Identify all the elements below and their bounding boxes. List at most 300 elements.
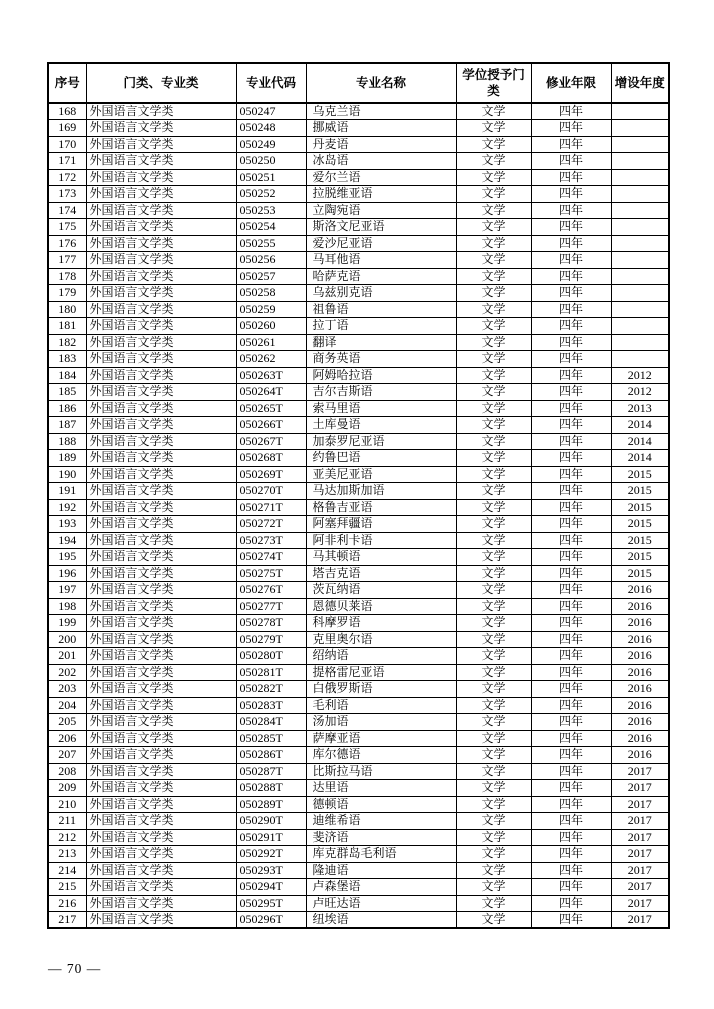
- cell-code: 050266T: [236, 417, 306, 434]
- cell-category: 外国语言文学类: [86, 384, 236, 401]
- cell-code: 050250: [236, 153, 306, 170]
- cell-index: 205: [48, 714, 86, 731]
- cell-degree: 文学: [456, 780, 531, 797]
- cell-index: 183: [48, 351, 86, 368]
- cell-duration: 四年: [531, 747, 611, 764]
- cell-index: 206: [48, 730, 86, 747]
- cell-duration: 四年: [531, 268, 611, 285]
- cell-category: 外国语言文学类: [86, 648, 236, 665]
- cell-duration: 四年: [531, 714, 611, 731]
- table-row: [48, 334, 669, 351]
- cell-duration: 四年: [531, 334, 611, 351]
- cell-category: 外国语言文学类: [86, 829, 236, 846]
- cell-name: 汤加语: [306, 714, 456, 731]
- cell-code: 050254: [236, 219, 306, 236]
- cell-year: 2015: [611, 516, 669, 533]
- table-row: [48, 450, 669, 467]
- table-row: [48, 103, 669, 120]
- table-row: [48, 169, 669, 186]
- cell-category: 外国语言文学类: [86, 202, 236, 219]
- cell-degree: 文学: [456, 202, 531, 219]
- cell-name: 马达加斯加语: [306, 483, 456, 500]
- cell-name: 阿塞拜疆语: [306, 516, 456, 533]
- cell-name: 萨摩亚语: [306, 730, 456, 747]
- cell-duration: 四年: [531, 532, 611, 549]
- cell-index: 187: [48, 417, 86, 434]
- cell-year: 2016: [611, 747, 669, 764]
- cell-name: 冰岛语: [306, 153, 456, 170]
- table-row: [48, 763, 669, 780]
- cell-degree: 文学: [456, 796, 531, 813]
- cell-degree: 文学: [456, 598, 531, 615]
- cell-index: 186: [48, 400, 86, 417]
- cell-degree: 文学: [456, 565, 531, 582]
- cell-degree: 文学: [456, 351, 531, 368]
- table-row: [48, 219, 669, 236]
- cell-duration: 四年: [531, 615, 611, 632]
- cell-code: 050261: [236, 334, 306, 351]
- cell-category: 外国语言文学类: [86, 780, 236, 797]
- cell-degree: 文学: [456, 235, 531, 252]
- cell-name: 翻译: [306, 334, 456, 351]
- cell-code: 050269T: [236, 466, 306, 483]
- cell-name: 隆迪语: [306, 862, 456, 879]
- cell-code: 050260: [236, 318, 306, 335]
- cell-duration: 四年: [531, 153, 611, 170]
- cell-category: 外国语言文学类: [86, 450, 236, 467]
- cell-degree: 文学: [456, 268, 531, 285]
- cell-degree: 文学: [456, 813, 531, 830]
- cell-category: 外国语言文学类: [86, 351, 236, 368]
- cell-degree: 文学: [456, 153, 531, 170]
- table-row: [48, 301, 669, 318]
- cell-year: [611, 136, 669, 153]
- table-row: [48, 697, 669, 714]
- cell-year: 2015: [611, 483, 669, 500]
- cell-index: 197: [48, 582, 86, 599]
- cell-code: 050296T: [236, 912, 306, 929]
- cell-index: 170: [48, 136, 86, 153]
- cell-code: 050252: [236, 186, 306, 203]
- cell-index: 177: [48, 252, 86, 269]
- cell-index: 203: [48, 681, 86, 698]
- cell-year: [611, 103, 669, 120]
- cell-duration: 四年: [531, 730, 611, 747]
- cell-duration: 四年: [531, 301, 611, 318]
- cell-code: 050262: [236, 351, 306, 368]
- cell-index: 216: [48, 895, 86, 912]
- cell-code: 050285T: [236, 730, 306, 747]
- cell-degree: 文学: [456, 846, 531, 863]
- cell-name: 科摩罗语: [306, 615, 456, 632]
- cell-code: 050267T: [236, 433, 306, 450]
- cell-code: 050289T: [236, 796, 306, 813]
- table-row: [48, 384, 669, 401]
- cell-index: 175: [48, 219, 86, 236]
- cell-category: 外国语言文学类: [86, 582, 236, 599]
- cell-category: 外国语言文学类: [86, 912, 236, 929]
- table-row: [48, 780, 669, 797]
- cell-index: 168: [48, 103, 86, 120]
- cell-name: 爱尔兰语: [306, 169, 456, 186]
- cell-code: 050291T: [236, 829, 306, 846]
- table-row: [48, 153, 669, 170]
- cell-index: 169: [48, 120, 86, 137]
- table-row: [48, 615, 669, 632]
- cell-year: 2017: [611, 813, 669, 830]
- cell-year: 2015: [611, 499, 669, 516]
- cell-name: 恩德贝莱语: [306, 598, 456, 615]
- cell-duration: 四年: [531, 829, 611, 846]
- cell-duration: 四年: [531, 417, 611, 434]
- table-row: [48, 681, 669, 698]
- cell-year: 2016: [611, 615, 669, 632]
- cell-name: 库尔德语: [306, 747, 456, 764]
- cell-code: 050259: [236, 301, 306, 318]
- cell-index: 182: [48, 334, 86, 351]
- cell-category: 外国语言文学类: [86, 747, 236, 764]
- cell-code: 050274T: [236, 549, 306, 566]
- cell-category: 外国语言文学类: [86, 103, 236, 120]
- table-row: [48, 813, 669, 830]
- cell-year: 2017: [611, 780, 669, 797]
- cell-duration: 四年: [531, 582, 611, 599]
- cell-year: [611, 252, 669, 269]
- cell-code: 050276T: [236, 582, 306, 599]
- cell-duration: 四年: [531, 846, 611, 863]
- table-row: [48, 664, 669, 681]
- cell-name: 白俄罗斯语: [306, 681, 456, 698]
- cell-year: [611, 318, 669, 335]
- cell-index: 208: [48, 763, 86, 780]
- cell-duration: 四年: [531, 466, 611, 483]
- cell-code: 050292T: [236, 846, 306, 863]
- table-row: [48, 631, 669, 648]
- cell-code: 050249: [236, 136, 306, 153]
- cell-year: [611, 301, 669, 318]
- cell-code: 050280T: [236, 648, 306, 665]
- cell-degree: 文学: [456, 648, 531, 665]
- cell-category: 外国语言文学类: [86, 615, 236, 632]
- cell-index: 188: [48, 433, 86, 450]
- table-row: [48, 318, 669, 335]
- cell-name: 毛利语: [306, 697, 456, 714]
- cell-code: 050263T: [236, 367, 306, 384]
- cell-index: 200: [48, 631, 86, 648]
- cell-duration: 四年: [531, 252, 611, 269]
- cell-degree: 文学: [456, 615, 531, 632]
- cell-degree: 文学: [456, 334, 531, 351]
- cell-duration: 四年: [531, 219, 611, 236]
- cell-year: [611, 235, 669, 252]
- cell-name: 斐济语: [306, 829, 456, 846]
- cell-index: 174: [48, 202, 86, 219]
- cell-category: 外国语言文学类: [86, 268, 236, 285]
- cell-index: 213: [48, 846, 86, 863]
- cell-index: 180: [48, 301, 86, 318]
- cell-name: 马其顿语: [306, 549, 456, 566]
- cell-index: 194: [48, 532, 86, 549]
- cell-year: [611, 186, 669, 203]
- cell-index: 178: [48, 268, 86, 285]
- cell-name: 比斯拉马语: [306, 763, 456, 780]
- cell-degree: 文学: [456, 433, 531, 450]
- cell-duration: 四年: [531, 169, 611, 186]
- cell-index: 181: [48, 318, 86, 335]
- cell-category: 外国语言文学类: [86, 334, 236, 351]
- cell-code: 050294T: [236, 879, 306, 896]
- cell-category: 外国语言文学类: [86, 549, 236, 566]
- cell-degree: 文学: [456, 367, 531, 384]
- cell-duration: 四年: [531, 516, 611, 533]
- cell-degree: 文学: [456, 516, 531, 533]
- header-row: [48, 63, 669, 103]
- cell-index: 211: [48, 813, 86, 830]
- cell-code: 050286T: [236, 747, 306, 764]
- cell-duration: 四年: [531, 400, 611, 417]
- cell-duration: 四年: [531, 862, 611, 879]
- cell-duration: 四年: [531, 235, 611, 252]
- table-row: [48, 499, 669, 516]
- cell-degree: 文学: [456, 681, 531, 698]
- cell-degree: 文学: [456, 879, 531, 896]
- cell-code: 050270T: [236, 483, 306, 500]
- cell-degree: 文学: [456, 318, 531, 335]
- cell-degree: 文学: [456, 549, 531, 566]
- cell-year: 2017: [611, 879, 669, 896]
- cell-year: 2016: [611, 631, 669, 648]
- cell-year: 2014: [611, 417, 669, 434]
- table-row: [48, 235, 669, 252]
- cell-year: [611, 169, 669, 186]
- cell-duration: 四年: [531, 186, 611, 203]
- cell-category: 外国语言文学类: [86, 846, 236, 863]
- cell-degree: 文学: [456, 301, 531, 318]
- cell-year: [611, 268, 669, 285]
- cell-degree: 文学: [456, 466, 531, 483]
- cell-code: 050284T: [236, 714, 306, 731]
- cell-degree: 文学: [456, 285, 531, 302]
- cell-duration: 四年: [531, 120, 611, 137]
- cell-category: 外国语言文学类: [86, 565, 236, 582]
- cell-degree: 文学: [456, 829, 531, 846]
- cell-name: 卢森堡语: [306, 879, 456, 896]
- cell-category: 外国语言文学类: [86, 862, 236, 879]
- cell-name: 阿非利卡语: [306, 532, 456, 549]
- cell-duration: 四年: [531, 879, 611, 896]
- cell-duration: 四年: [531, 483, 611, 500]
- cell-year: 2012: [611, 367, 669, 384]
- cell-name: 拉丁语: [306, 318, 456, 335]
- cell-degree: 文学: [456, 714, 531, 731]
- cell-degree: 文学: [456, 169, 531, 186]
- cell-code: 050279T: [236, 631, 306, 648]
- cell-name: 乌兹别克语: [306, 285, 456, 302]
- cell-index: 212: [48, 829, 86, 846]
- cell-code: 050271T: [236, 499, 306, 516]
- cell-code: 050256: [236, 252, 306, 269]
- table-row: [48, 648, 669, 665]
- cell-duration: 四年: [531, 499, 611, 516]
- cell-index: 215: [48, 879, 86, 896]
- cell-index: 201: [48, 648, 86, 665]
- cell-category: 外国语言文学类: [86, 285, 236, 302]
- cell-code: 050287T: [236, 763, 306, 780]
- cell-code: 050268T: [236, 450, 306, 467]
- cell-name: 商务英语: [306, 351, 456, 368]
- cell-index: 189: [48, 450, 86, 467]
- cell-index: 198: [48, 598, 86, 615]
- table-row: [48, 829, 669, 846]
- cell-name: 库克群岛毛利语: [306, 846, 456, 863]
- table-row: [48, 466, 669, 483]
- cell-category: 外国语言文学类: [86, 252, 236, 269]
- table-row: [48, 120, 669, 137]
- cell-duration: 四年: [531, 664, 611, 681]
- cell-name: 土库曼语: [306, 417, 456, 434]
- cell-index: 196: [48, 565, 86, 582]
- cell-degree: 文学: [456, 103, 531, 120]
- cell-index: 173: [48, 186, 86, 203]
- cell-name: 阿姆哈拉语: [306, 367, 456, 384]
- cell-name: 爱沙尼亚语: [306, 235, 456, 252]
- cell-duration: 四年: [531, 103, 611, 120]
- cell-year: 2015: [611, 532, 669, 549]
- cell-duration: 四年: [531, 763, 611, 780]
- cell-degree: 文学: [456, 450, 531, 467]
- cell-degree: 文学: [456, 631, 531, 648]
- cell-year: [611, 120, 669, 137]
- cell-code: 050275T: [236, 565, 306, 582]
- cell-degree: 文学: [456, 895, 531, 912]
- cell-code: 050251: [236, 169, 306, 186]
- cell-index: 179: [48, 285, 86, 302]
- cell-degree: 文学: [456, 400, 531, 417]
- cell-category: 外国语言文学类: [86, 763, 236, 780]
- cell-duration: 四年: [531, 549, 611, 566]
- cell-category: 外国语言文学类: [86, 186, 236, 203]
- cell-index: 207: [48, 747, 86, 764]
- cell-duration: 四年: [531, 318, 611, 335]
- cell-duration: 四年: [531, 450, 611, 467]
- cell-degree: 文学: [456, 252, 531, 269]
- cell-degree: 文学: [456, 730, 531, 747]
- cell-name: 丹麦语: [306, 136, 456, 153]
- cell-name: 马耳他语: [306, 252, 456, 269]
- cell-degree: 文学: [456, 499, 531, 516]
- cell-duration: 四年: [531, 796, 611, 813]
- cell-code: 050248: [236, 120, 306, 137]
- column-header-category: 门类、专业类: [86, 63, 236, 103]
- cell-category: 外国语言文学类: [86, 796, 236, 813]
- cell-category: 外国语言文学类: [86, 483, 236, 500]
- cell-year: 2015: [611, 466, 669, 483]
- cell-name: 卢旺达语: [306, 895, 456, 912]
- cell-name: 加泰罗尼亚语: [306, 433, 456, 450]
- page-number: — 70 —: [48, 961, 102, 976]
- cell-category: 外国语言文学类: [86, 598, 236, 615]
- cell-code: 050265T: [236, 400, 306, 417]
- cell-year: 2013: [611, 400, 669, 417]
- cell-name: 纽埃语: [306, 912, 456, 929]
- cell-category: 外国语言文学类: [86, 631, 236, 648]
- cell-category: 外国语言文学类: [86, 433, 236, 450]
- cell-index: 214: [48, 862, 86, 879]
- cell-name: 提格雷尼亚语: [306, 664, 456, 681]
- cell-index: 192: [48, 499, 86, 516]
- cell-code: 050283T: [236, 697, 306, 714]
- cell-code: 050288T: [236, 780, 306, 797]
- cell-index: 171: [48, 153, 86, 170]
- cell-index: 204: [48, 697, 86, 714]
- cell-year: 2016: [611, 598, 669, 615]
- cell-degree: 文学: [456, 747, 531, 764]
- cell-year: [611, 285, 669, 302]
- cell-year: 2014: [611, 450, 669, 467]
- cell-year: 2016: [611, 648, 669, 665]
- cell-degree: 文学: [456, 912, 531, 929]
- table-row: [48, 714, 669, 731]
- cell-category: 外国语言文学类: [86, 417, 236, 434]
- table-row: [48, 268, 669, 285]
- cell-year: 2012: [611, 384, 669, 401]
- cell-duration: 四年: [531, 697, 611, 714]
- cell-code: 050278T: [236, 615, 306, 632]
- cell-name: 塔吉克语: [306, 565, 456, 582]
- cell-duration: 四年: [531, 384, 611, 401]
- table-row: [48, 565, 669, 582]
- cell-duration: 四年: [531, 285, 611, 302]
- cell-year: 2017: [611, 829, 669, 846]
- cell-code: 050273T: [236, 532, 306, 549]
- table-row: [48, 433, 669, 450]
- cell-index: 193: [48, 516, 86, 533]
- table-row: [48, 136, 669, 153]
- table-row: [48, 730, 669, 747]
- table-row: [48, 351, 669, 368]
- cell-year: 2016: [611, 714, 669, 731]
- cell-category: 外国语言文学类: [86, 532, 236, 549]
- cell-code: 050257: [236, 268, 306, 285]
- majors-table: [47, 62, 670, 929]
- cell-code: 050277T: [236, 598, 306, 615]
- cell-category: 外国语言文学类: [86, 681, 236, 698]
- cell-category: 外国语言文学类: [86, 219, 236, 236]
- cell-degree: 文学: [456, 186, 531, 203]
- cell-year: [611, 202, 669, 219]
- cell-name: 斯洛文尼亚语: [306, 219, 456, 236]
- cell-category: 外国语言文学类: [86, 879, 236, 896]
- cell-year: 2017: [611, 862, 669, 879]
- cell-code: 050247: [236, 103, 306, 120]
- cell-degree: 文学: [456, 219, 531, 236]
- table-row: [48, 796, 669, 813]
- table-row: [48, 582, 669, 599]
- cell-index: 184: [48, 367, 86, 384]
- cell-category: 外国语言文学类: [86, 813, 236, 830]
- cell-index: 190: [48, 466, 86, 483]
- cell-name: 格鲁吉亚语: [306, 499, 456, 516]
- cell-category: 外国语言文学类: [86, 235, 236, 252]
- cell-year: 2016: [611, 730, 669, 747]
- table-row: [48, 846, 669, 863]
- cell-name: 索马里语: [306, 400, 456, 417]
- cell-code: 050290T: [236, 813, 306, 830]
- table-row: [48, 400, 669, 417]
- cell-name: 立陶宛语: [306, 202, 456, 219]
- cell-degree: 文学: [456, 582, 531, 599]
- cell-name: 达里语: [306, 780, 456, 797]
